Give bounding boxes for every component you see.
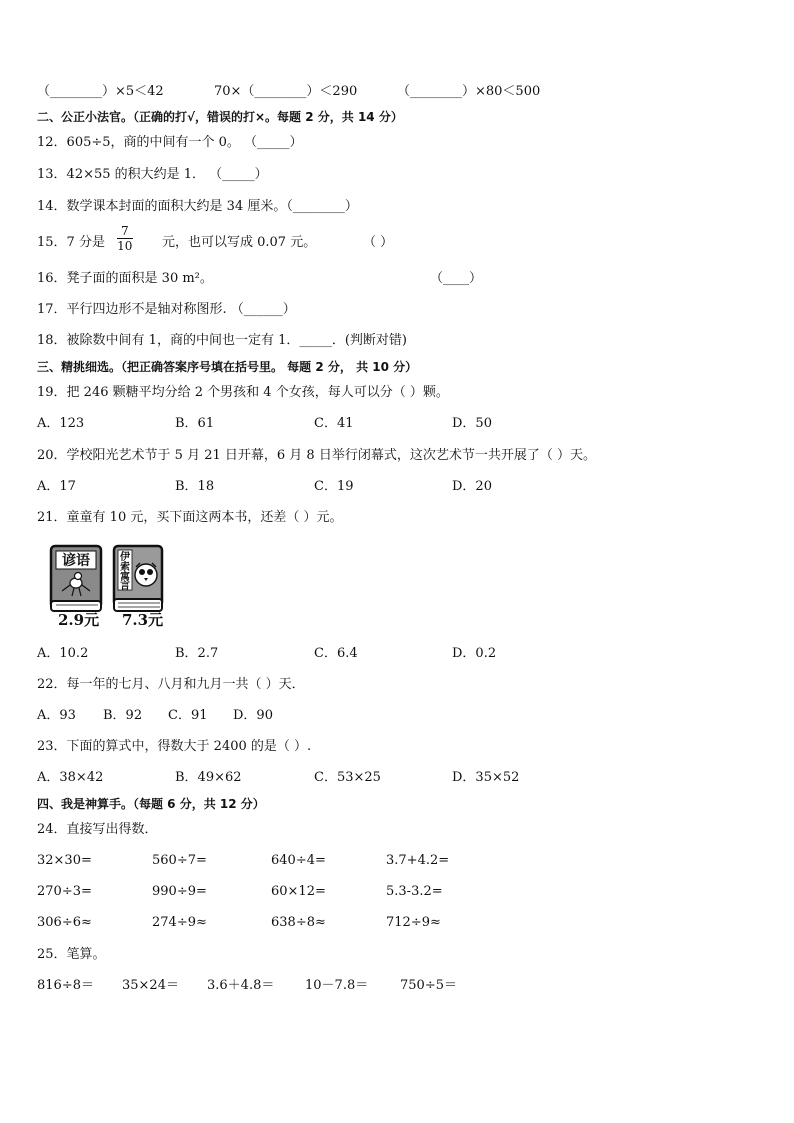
q17: 17．平行四边形不是轴对称图形. （______） <box>37 302 296 317</box>
svg-text:索: 索 <box>120 562 130 573</box>
svg-text:伊: 伊 <box>120 552 130 563</box>
q24-item: 560÷7= <box>152 853 207 868</box>
q12: 12．605÷5，商的中间有一个 0。 （_____） <box>37 135 303 150</box>
q23-option-c: C．53×25 <box>314 770 381 785</box>
q22-stem: 22．每一年的七月、八月和九月一共（ ）天． <box>37 677 305 692</box>
q22-option-a: A．93 <box>37 708 76 723</box>
q24-item: 640÷4= <box>271 853 326 868</box>
q20-option-b: B．18 <box>175 479 215 494</box>
q16-stem: 16．凳子面的面积是 30 m²。 <box>37 271 213 286</box>
q19-stem: 19．把 246 颗糖平均分给 2 个男孩和 4 个女孩，每人可以分（ ）颗。 <box>37 385 449 400</box>
q23-option-b: B．49×62 <box>175 770 242 785</box>
q13: 13．42×55 的积大约是 1． （_____） <box>37 167 268 182</box>
q23-option-d: D．35×52 <box>452 770 520 785</box>
section4-title: 四、我是神算手。（每题 6 分，共 12 分） <box>37 797 265 811</box>
svg-text:言: 言 <box>120 581 130 592</box>
q19-option-b: B．61 <box>175 416 215 431</box>
book1-price: 2.9元 <box>58 611 100 629</box>
q22-option-d: D．90 <box>233 708 273 723</box>
q24-item: 990÷9= <box>152 884 207 899</box>
q20-option-a: A．17 <box>37 479 76 494</box>
book-aesop-fables-image <box>110 543 168 615</box>
q19-option-c: C．41 <box>314 416 354 431</box>
q25-item: 10－7.8＝ <box>305 978 369 993</box>
q21-option-a: A．10.2 <box>37 646 89 661</box>
q11-c: （________）×80＜500 <box>397 84 541 99</box>
q25-stem: 25．笔算。 <box>37 947 106 962</box>
q19-option-d: D．50 <box>452 416 492 431</box>
q24-stem: 24．直接写出得数． <box>37 822 158 837</box>
q22-option-b: B．92 <box>103 708 143 723</box>
book-proverbs-image <box>48 543 106 615</box>
q24-item: 60×12= <box>271 884 326 899</box>
q15-numerator: 7 <box>117 224 133 239</box>
q15-suffix: 元，也可以写成 0.07 元。 <box>162 235 317 250</box>
q24-item: 306÷6≈ <box>37 915 92 930</box>
q14: 14．数学课本封面的面积大约是 34 厘米。（________） <box>37 199 358 214</box>
q22-option-c: C．91 <box>168 708 208 723</box>
q24-item: 3.7+4.2= <box>386 853 450 868</box>
q19-option-a: A．123 <box>37 416 85 431</box>
q20-stem: 20．学校阳光艺术节于 5 月 21 日开幕，6 月 8 日举行闭幕式，这次艺术节一共开展了（ ）天。 <box>37 448 596 463</box>
book2-title-vertical <box>120 550 131 592</box>
section3-title: 三、精挑细选。（把正确答案序号填在括号里。 每题 2 分， 共 10 分） <box>37 360 418 374</box>
q25-item: 35×24＝ <box>122 978 179 993</box>
q18: 18．被除数中间有 1，商的中间也一定有 1．_____．(判断对错) <box>37 333 407 348</box>
q23-option-a: A．38×42 <box>37 770 104 785</box>
q21-option-c: C．6.4 <box>314 646 358 661</box>
q15-blank: （ ） <box>363 235 394 250</box>
q15-denominator: 10 <box>117 239 133 253</box>
q24-item: 712÷9≈ <box>386 915 441 930</box>
section2-title: 二、公正小法官。（正确的打√，错误的打×。每题 2 分，共 14 分） <box>37 110 403 124</box>
q15 <box>0 224 794 264</box>
q11-a: （________）×5＜42 <box>37 84 164 99</box>
q20-option-c: C．19 <box>314 479 354 494</box>
q24-item: 5.3-3.2= <box>386 884 443 899</box>
q21-option-d: D．0.2 <box>452 646 497 661</box>
q24-item: 638÷8≈ <box>271 915 326 930</box>
q20-option-d: D．20 <box>452 479 492 494</box>
q15-prefix: 15．7 分是 <box>37 235 105 250</box>
q24-item: 270÷3= <box>37 884 92 899</box>
book1-title: 谚语 <box>62 553 90 569</box>
q21-stem: 21．童童有 10 元，买下面这两本书，还差（ ）元。 <box>37 510 343 525</box>
q25-item: 3.6＋4.8＝ <box>207 978 275 993</box>
q16-blank: （____） <box>430 271 483 286</box>
owl-icon <box>135 563 157 586</box>
q23-stem: 23．下面的算式中，得数大于 2400 的是（ ）. <box>37 739 312 754</box>
q24-item: 274÷9≈ <box>152 915 207 930</box>
q24-item: 32×30= <box>37 853 92 868</box>
svg-text:寓: 寓 <box>120 572 130 583</box>
q15-fraction <box>117 224 133 253</box>
q21-option-b: B．2.7 <box>175 646 219 661</box>
q25-item: 750÷5＝ <box>400 978 457 993</box>
q11-b: 70×（________）＜290 <box>214 84 358 99</box>
book2-price: 7.3元 <box>122 611 164 629</box>
q25-item: 816÷8＝ <box>37 978 94 993</box>
